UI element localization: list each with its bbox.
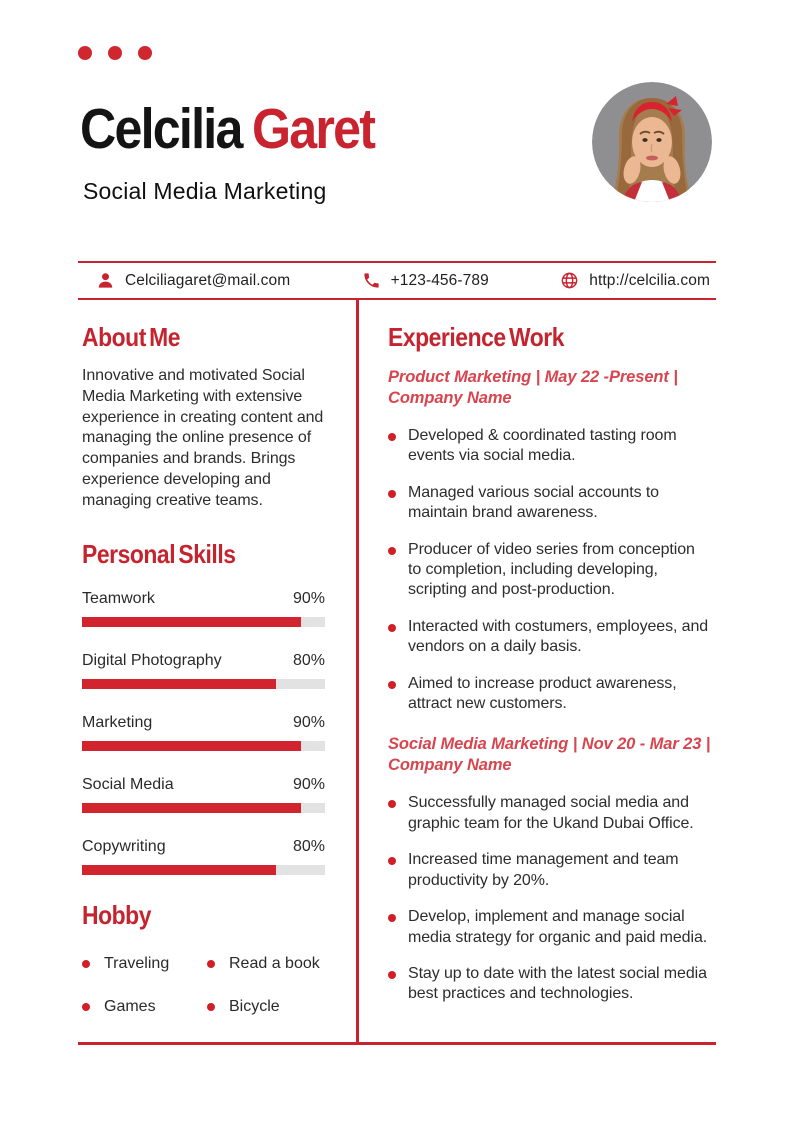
skill-bar-track — [82, 741, 325, 751]
bullet-dot-icon — [388, 490, 396, 498]
job-title-subtitle: Social Media Marketing — [83, 178, 327, 204]
skill-bar-track — [82, 865, 325, 875]
skill-bar-track — [82, 617, 325, 627]
job-title-line1: Product Marketing | May 22 -Present | — [388, 368, 678, 386]
skill-label: Marketing — [82, 713, 153, 731]
skill-row — [82, 714, 325, 751]
job-bullet — [388, 426, 712, 467]
bullet-dot-icon — [388, 857, 396, 865]
skill-label: Digital Photography — [82, 651, 222, 669]
person-name — [80, 96, 374, 162]
bullet-dot-icon — [82, 960, 90, 968]
skill-percent: 80% — [292, 651, 325, 669]
skill-bar-fill — [82, 865, 276, 875]
skill-row — [82, 590, 325, 627]
globe-icon — [560, 271, 579, 290]
website-text: http://celcilia.com — [589, 271, 710, 289]
bullet-dot-icon — [388, 800, 396, 808]
job-bullet — [388, 540, 712, 601]
skill-percent: 80% — [292, 837, 325, 855]
hobby-heading: Hobby — [82, 899, 151, 930]
bullet-dot-icon — [388, 624, 396, 632]
column-divider-line — [356, 300, 359, 1043]
skill-bar-track — [82, 803, 325, 813]
right-column — [388, 322, 712, 1021]
skill-percent: 90% — [292, 589, 325, 607]
bullet-text: Aimed to increase product awareness, attract new customers. — [408, 674, 677, 713]
hobby-list — [82, 955, 340, 1016]
job-bullet — [388, 793, 712, 834]
profile-photo — [592, 82, 712, 202]
contact-website — [560, 271, 710, 290]
job-bullet — [388, 907, 712, 948]
skill-bar-fill — [82, 741, 301, 751]
job-bullet — [388, 850, 712, 891]
experience-job — [388, 734, 712, 1004]
skill-label: Teamwork — [82, 589, 155, 607]
skills-section — [82, 539, 340, 875]
contact-email — [96, 271, 290, 290]
left-column — [82, 322, 340, 1016]
skill-row — [82, 652, 325, 689]
hobby-label: Traveling — [104, 954, 170, 972]
bullet-text: Producer of video series from conception to completion, including developing, scripting and post-production. — [408, 540, 695, 599]
skill-bar-fill — [82, 679, 276, 689]
job-title-line1: Social Media Marketing | Nov 20 - Mar 23 | — [388, 735, 711, 754]
skill-bar-track — [82, 679, 325, 689]
job-bullet — [388, 964, 712, 1005]
red-dot — [138, 46, 152, 60]
job-bullet-list — [388, 426, 712, 714]
bullet-text: Develop, implement and manage social media strategy for organic and paid media. — [408, 908, 708, 946]
hobby-label: Read a book — [229, 954, 320, 972]
bullet-text: Developed & coordinated tasting room events via social media. — [408, 427, 677, 465]
first-name: Celcilia — [80, 97, 242, 161]
bullet-dot-icon — [207, 1003, 215, 1011]
bullet-text: Managed various social accounts to maintain brand awareness. — [408, 483, 659, 522]
skill-bar-fill — [82, 617, 301, 627]
bullet-dot-icon — [388, 681, 396, 689]
bullet-text: Stay up to date with the latest social media best practices and technologies. — [408, 964, 707, 1003]
bullet-text: Successfully managed social media and graphic team for the Ukand Dubai Office. — [408, 794, 694, 832]
skill-row — [82, 838, 325, 875]
bullet-dot-icon — [388, 971, 396, 979]
skills-heading: Personal Skills — [82, 538, 236, 569]
bullet-dot-icon — [388, 914, 396, 922]
avatar-illustration — [592, 82, 712, 202]
skill-percent: 90% — [292, 713, 325, 731]
skill-label: Copywriting — [82, 837, 166, 855]
bullet-dot-icon — [82, 1003, 90, 1011]
experience-job — [388, 367, 712, 714]
person-icon — [96, 271, 115, 290]
skills-list — [82, 590, 325, 875]
hobby-item — [207, 998, 340, 1016]
last-name: Garet — [252, 97, 375, 161]
job-bullet-list — [388, 793, 712, 1004]
job-bullet — [388, 674, 712, 715]
bullet-text: Interacted with costumers, employees, and vendors on a daily basis. — [408, 617, 709, 656]
bullet-dot-icon — [388, 547, 396, 555]
job-title — [388, 367, 712, 409]
skill-label: Social Media — [82, 775, 174, 793]
hobby-item — [207, 955, 340, 973]
skill-row — [82, 776, 325, 813]
red-dot — [78, 46, 92, 60]
hobby-section — [82, 900, 340, 1016]
bullet-dot-icon — [388, 433, 396, 441]
bullet-dot-icon — [207, 960, 215, 968]
about-heading: About Me — [82, 322, 181, 352]
experience-heading: Experience Work — [388, 322, 565, 352]
job-title-line2: Company Name — [388, 756, 512, 775]
hobby-item — [82, 998, 207, 1016]
job-title-line2: Company Name — [388, 389, 512, 407]
job-bullet — [388, 617, 712, 658]
phone-icon — [362, 271, 381, 290]
email-text: Celciliagaret@mail.com — [125, 271, 291, 289]
job-title — [388, 734, 712, 776]
hobby-label: Games — [104, 997, 156, 1015]
phone-text: +123-456-789 — [390, 271, 489, 289]
bullet-text: Increased time management and team productivity by 20%. — [408, 851, 679, 889]
contact-phone — [362, 271, 489, 290]
about-text: Innovative and motivated Social Media Marketing with extensive experience in creating content and managing the online presence of companies and brands. Brings experience developing and managing creative teams. — [82, 367, 324, 509]
red-dot — [108, 46, 122, 60]
job-bullet — [388, 483, 712, 524]
contact-bar — [78, 261, 716, 300]
hobby-item — [82, 955, 207, 973]
skill-bar-fill — [82, 803, 301, 813]
bottom-rule-line — [78, 1042, 716, 1045]
skill-percent: 90% — [292, 775, 325, 793]
decorative-dots — [78, 46, 152, 60]
hobby-label: Bicycle — [229, 997, 280, 1015]
